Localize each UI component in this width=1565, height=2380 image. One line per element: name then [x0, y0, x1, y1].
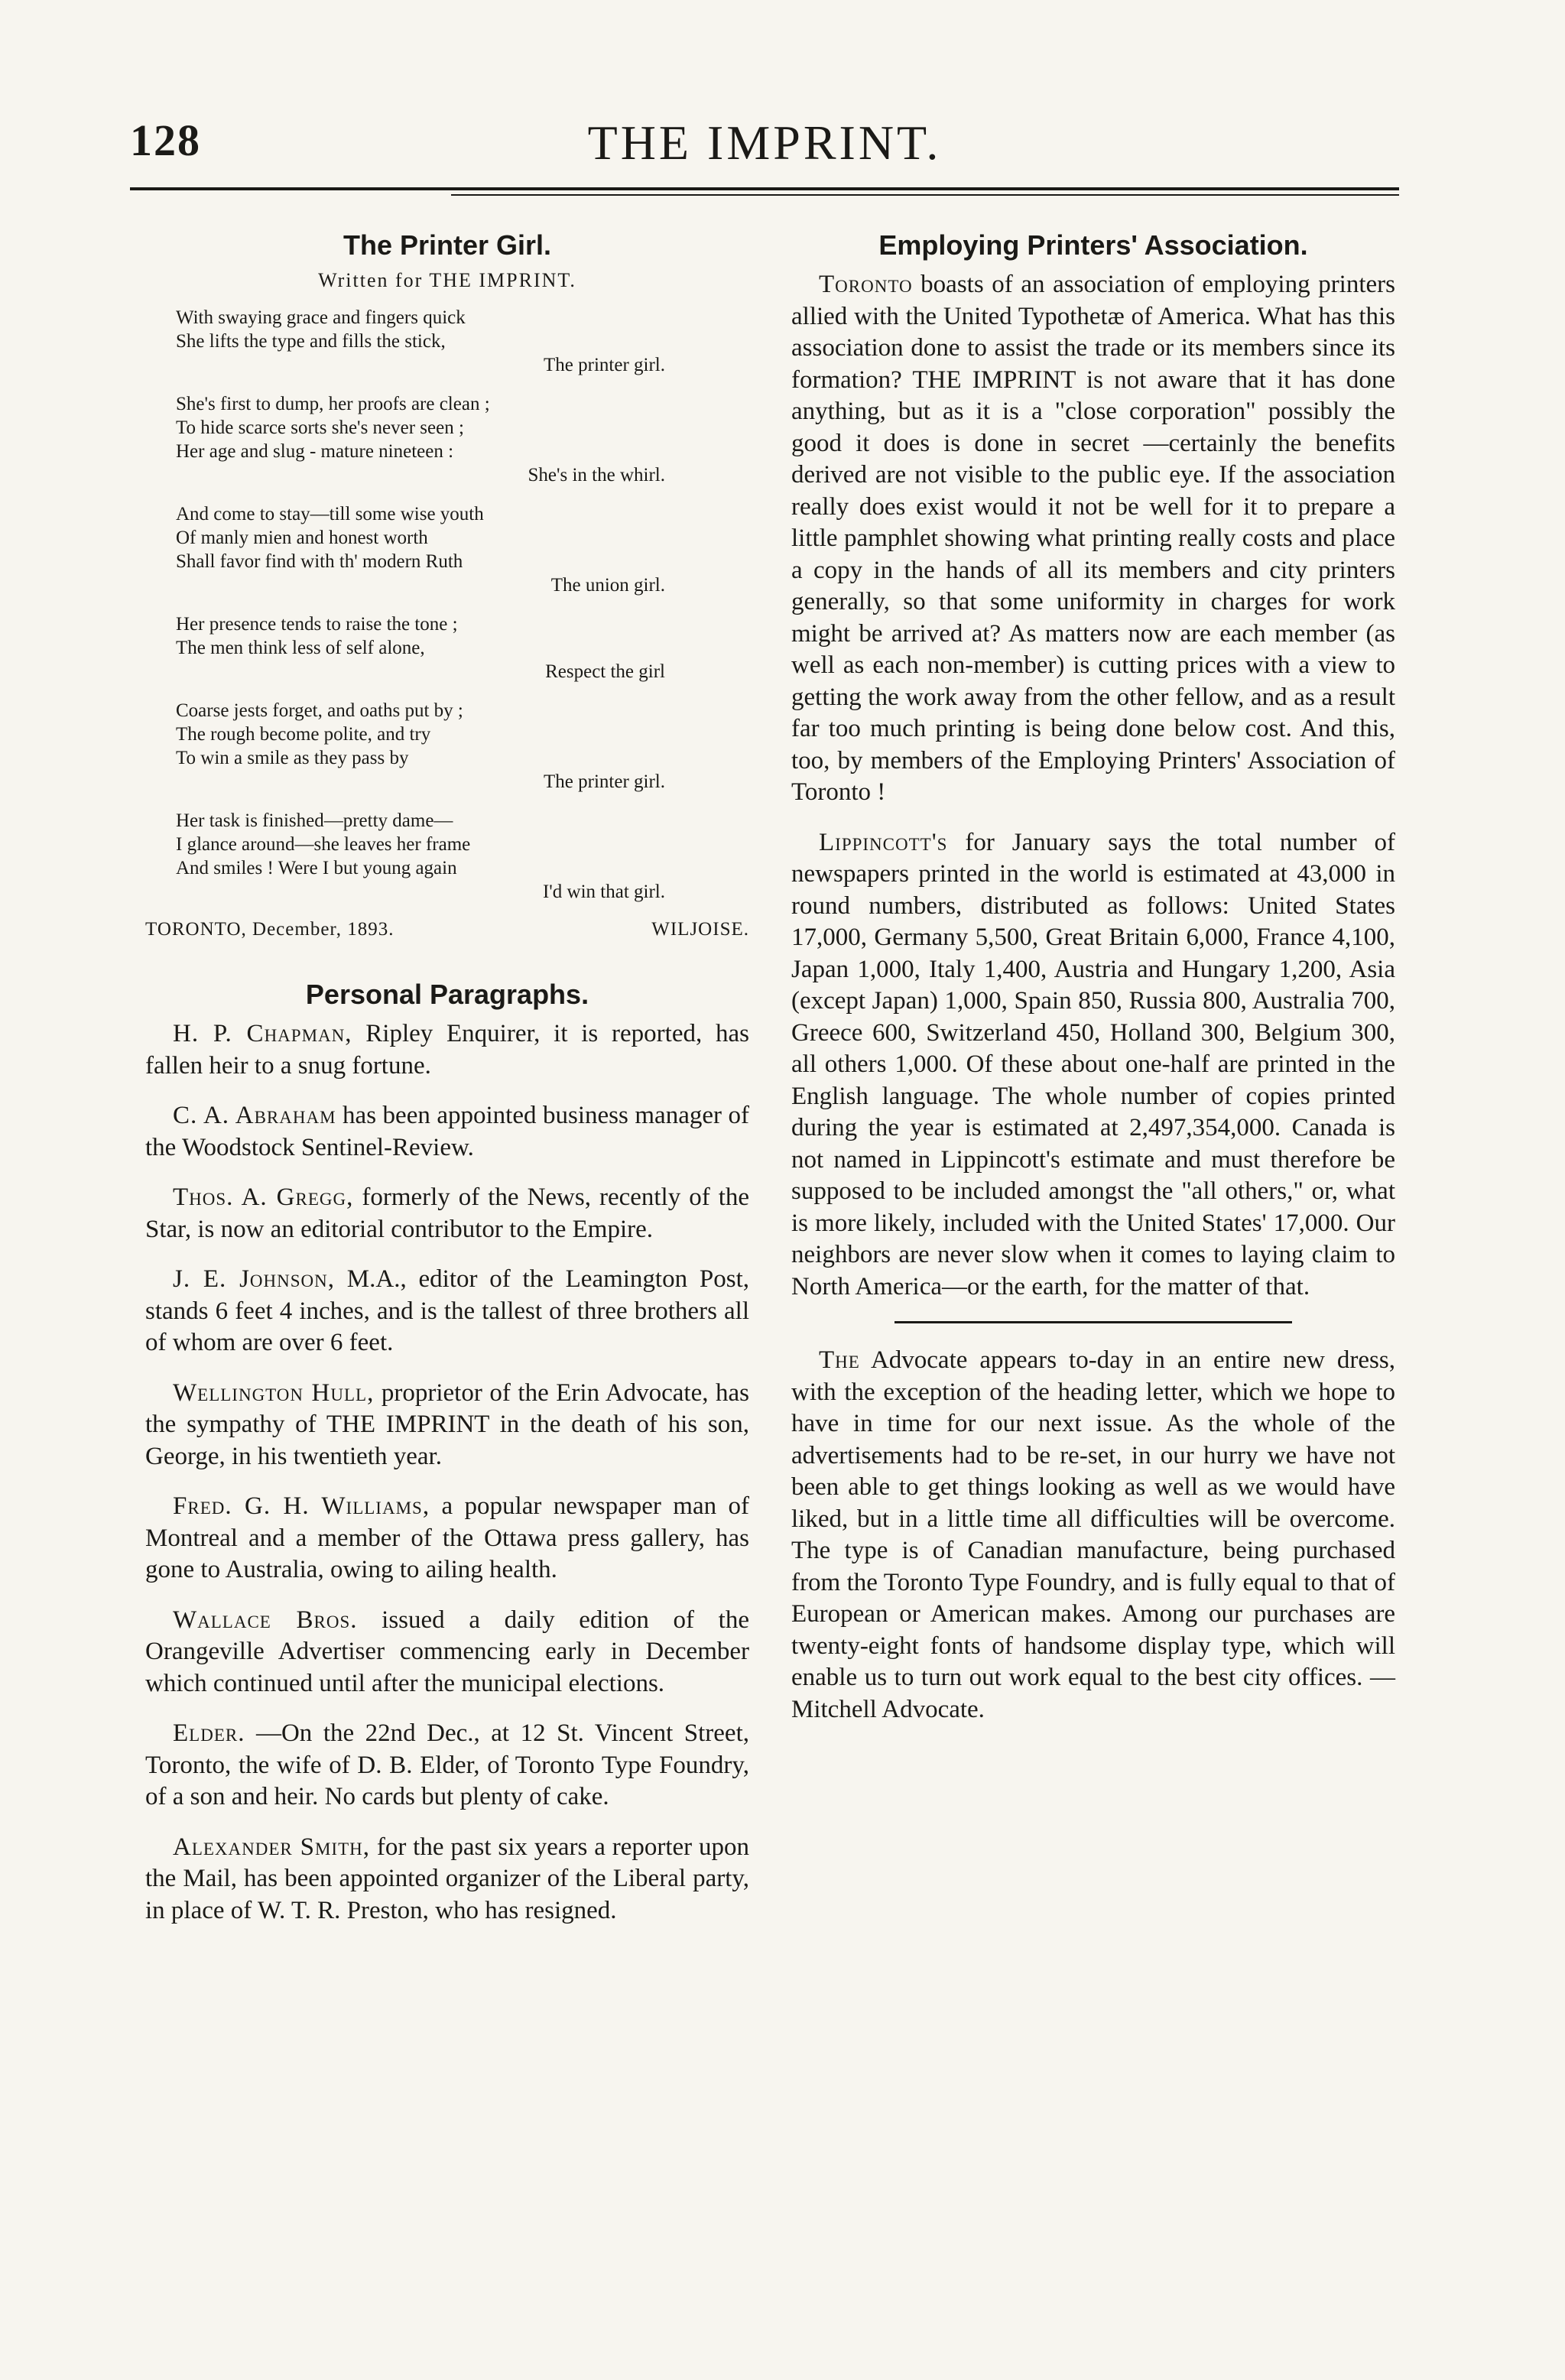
- personal-lead: Wellington Hull,: [173, 1378, 375, 1407]
- personal-text: for the past six years a reporter upon the Mail, has been appointed organizer of the Liberal party, in place of W. T. R. Preston, who has resigned.: [145, 1833, 749, 1924]
- personal-paragraph: [145, 1605, 749, 1700]
- poem-line: I glance around—she leaves her frame: [176, 834, 471, 855]
- personal-lead: Alexander Smith,: [173, 1833, 370, 1861]
- poem-refrain: I'd win that girl.: [542, 882, 665, 902]
- personal-paragraphs: [145, 1018, 749, 1927]
- poem-line: She's first to dump, her proofs are clean ;: [176, 394, 490, 414]
- poem-line: And smiles ! Were I but young again: [176, 858, 457, 878]
- poem-line: Her age and slug - mature nineteen :: [176, 441, 454, 462]
- poem-line: Her presence tends to raise the tone ;: [176, 614, 458, 635]
- personal-text: has been appointed business manager of the Woodstock Sentinel-Review.: [145, 1102, 749, 1161]
- personal-lead: Fred. G. H. Williams,: [173, 1492, 430, 1520]
- poem-body: [145, 306, 749, 904]
- employing-text: boasts of an association of employing printers allied with the United Typothetæ of America. What has this association done to assist the trade or its members since its formation? THE IMPRINT is not aware that it has done anything, but as it is a "close corporation" possibly the good it does is done in secret —certainly the benefits derived are not visible to the public eye. If the association really does exist would it not be well for it to prepare a little pamphlet showing what printing really costs and place a copy in the hands of all its members and city printers generally, so that some uniformity in charges for work might be arrived at? As matters now are each member (as well as each non-member) is cutting prices with a view to getting the work away from the other fellow, and as a result far too much printing is being done below cost. And this, too, by members of the Employing Printers' Association of Toronto !: [791, 271, 1395, 806]
- poem-stanza: [176, 809, 749, 904]
- employing-title: Employing Printers' Association.: [878, 229, 1308, 261]
- poem-line: The men think less of self alone,: [176, 638, 425, 658]
- section-divider: [895, 1321, 1292, 1323]
- employing-paragraph: [791, 269, 1395, 809]
- personal-paragraph: [145, 1264, 749, 1359]
- poem-stanza: [176, 392, 749, 487]
- poem-line: The rough become polite, and try: [176, 724, 431, 745]
- personal-title: Personal Paragraphs.: [305, 979, 589, 1010]
- personal-paragraph: [145, 1378, 749, 1473]
- poem-stanza: [176, 306, 749, 377]
- personal-lead: C. A. Abraham: [173, 1102, 336, 1129]
- poem-line: Shall favor find with th' modern Ruth: [176, 551, 463, 572]
- personal-lead: J. E. Johnson,: [173, 1265, 336, 1293]
- personal-paragraph: [145, 1491, 749, 1586]
- poem-refrain: The printer girl.: [544, 771, 665, 792]
- personal-paragraph: [145, 1182, 749, 1245]
- lippincott-paragraph: [791, 827, 1395, 1304]
- poem-refrain: The printer girl.: [544, 355, 665, 375]
- advocate-lead: The: [819, 1346, 860, 1374]
- poem-line: Of manly mien and honest worth: [176, 528, 428, 548]
- lippincott-lead: Lippincott's: [819, 828, 948, 856]
- poem-line: Coarse jests forget, and oaths put by ;: [176, 700, 463, 721]
- poem-line: Her task is finished—pretty dame—: [176, 810, 453, 831]
- page-number: 128: [130, 115, 201, 165]
- poem-title: The Printer Girl.: [343, 229, 552, 261]
- poem-refrain: Respect the girl: [545, 661, 665, 682]
- poem-line: To win a smile as they pass by: [176, 748, 409, 768]
- poem-footer: [145, 919, 749, 940]
- personal-lead: H. P. Chapman,: [173, 1020, 352, 1047]
- personal-lead: Thos. A. Gregg,: [173, 1184, 354, 1211]
- poem-byline: Written for THE IMPRINT.: [318, 269, 576, 291]
- poem-line: And come to stay—till some wise youth: [176, 504, 484, 524]
- running-head: THE IMPRINT.: [587, 115, 942, 170]
- poem-line: To hide scarce sorts she's never seen ;: [176, 417, 464, 438]
- personal-text: issued a daily edition of the Orangeville Advertiser commencing early in December which continued until after the municipal elections.: [145, 1606, 750, 1697]
- personal-paragraph: [145, 1100, 749, 1164]
- page-header: [130, 115, 1399, 199]
- personal-lead: Elder.: [173, 1719, 245, 1747]
- personal-text: a popular newspaper man of Montreal and a member of the Ottawa press gallery, has gone to Australia, owing to ailing health.: [145, 1492, 749, 1583]
- header-rule-secondary: [451, 194, 1399, 196]
- right-column: [791, 229, 1395, 1744]
- poem-refrain: She's in the whirl.: [528, 465, 665, 485]
- employing-lead: Toronto: [819, 271, 913, 298]
- left-column: [145, 229, 749, 1945]
- personal-paragraph: [145, 1018, 749, 1082]
- poem-stanza: [176, 612, 749, 683]
- header-rule: [130, 187, 1399, 190]
- poem-refrain: The union girl.: [550, 575, 665, 596]
- poem-place-date: TORONTO, December, 1893.: [145, 919, 394, 940]
- poem-signature: WILJOISE.: [651, 919, 749, 940]
- advocate-text: Advocate appears to-day in an entire new dress, with the exception of the heading letter, which we hope to have in time for our next issue. As the whole of the advertisements had to be re-set, in our hurry we have not been able to get things looking as well as we would have liked, but in a little time all difficulties will be overcome. The type is of Canadian manufacture, being purchased from the Toronto Type Foundry, and is fully equal to that of European or American makes. Among our purchases are twenty-eight fonts of handsome display type, which will enable us to turn out work equal to the best city offices. —Mitchell Advocate.: [791, 1346, 1395, 1723]
- lippincott-text: for January says the total number of newspapers printed in the world is estimated at 43,000 in round numbers, distributed as follows: United States 17,000, Germany 5,500, Great Britain 6,000, France 4,100, Japan 1,000, Italy 1,400, Austria and Hungary 1,200, Asia (except Japan) 1,000, Spain 850, Russia 800, Australia 700, Greece 600, Switzerland 450, Holland 300, Belgium 300, all others 1,000. Of these about one-half are printed in the English language. The whole number of copies printed during the year is estimated at 2,497,354,000. Canada is not named in Lippincott's estimate and must therefore be supposed to be included amongst the "all others," or, what is more likely, included with the United States' 17,000. Our neighbors are never slow when it comes to laying claim to North America—or the earth, for the matter of that.: [791, 828, 1395, 1300]
- poem-line: With swaying grace and fingers quick: [176, 307, 466, 328]
- poem-stanza: [176, 699, 749, 794]
- poem-stanza: [176, 502, 749, 597]
- personal-text: formerly of the News, recently of the Star, is now an editorial contributor to the Empire.: [145, 1184, 750, 1243]
- personal-text: proprietor of the Erin Advocate, has the sympathy of THE IMPRINT in the death of his son, George, in his twentieth year.: [145, 1378, 749, 1470]
- personal-text: Ripley Enquirer, it is reported, has fallen heir to a snug fortune.: [145, 1020, 749, 1080]
- personal-text: —On the 22nd Dec., at 12 St. Vincent Street, Toronto, the wife of D. B. Elder, of Toronto Type Foundry, of a son and heir. No cards but plenty of cake.: [145, 1719, 749, 1810]
- poem-line: She lifts the type and fills the stick,: [176, 331, 446, 352]
- personal-lead: Wallace Bros.: [173, 1606, 358, 1634]
- advocate-paragraph: [791, 1345, 1395, 1726]
- personal-paragraph: [145, 1832, 749, 1927]
- personal-paragraph: [145, 1718, 749, 1813]
- personal-text: M.A., editor of the Leamington Post, stands 6 feet 4 inches, and is the tallest of three brothers all of whom are over 6 feet.: [145, 1265, 749, 1356]
